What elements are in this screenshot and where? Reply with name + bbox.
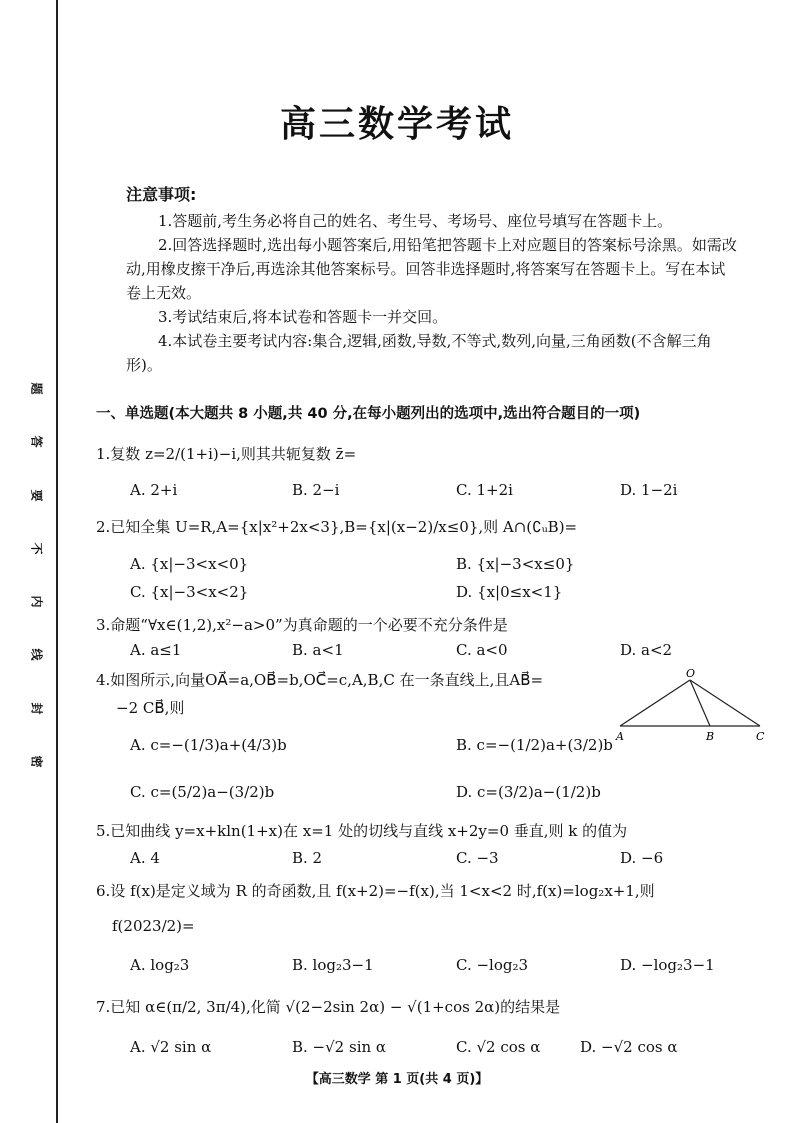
notice-block: [126, 183, 738, 377]
option-d: D. 1−2i: [620, 481, 678, 499]
option-c: C. a<0: [456, 641, 508, 659]
option-d: D. a<2: [620, 641, 673, 659]
option-b: B. −√2 sin α: [292, 1038, 387, 1056]
page-title: 高三数学考试: [279, 104, 514, 145]
vector-figure: [614, 668, 774, 744]
page-footer: 【高三数学 第 1 页(共 4 页)】: [305, 1072, 489, 1087]
option-c: C. √2 cos α: [456, 1038, 541, 1056]
option-a: A. {x|−3<x<0}: [130, 555, 249, 573]
notice-item: 4.本试卷主要考试内容:集合,逻辑,函数,导数,不等式,数列,向量,三角函数(不含解三角形)。: [126, 332, 712, 374]
option-b: B. a<1: [292, 641, 344, 659]
question-4-stem: 4.如图所示,向量OA⃗=a,OB⃗=b,OC⃗=c,A,B,C 在一条直线上,且AB⃗=: [96, 671, 544, 689]
notice-item: 3.考试结束后,将本试卷和答题卡一并交回。: [158, 308, 448, 326]
question-2-stem: 2.已知全集 U=R,A={x|x²+2x<3},B={x|(x−2)/x≤0},则 A∩(∁ᵤB)=: [96, 518, 578, 536]
label-a: A: [616, 730, 624, 743]
option-d: D. −log₂3−1: [620, 956, 715, 974]
question-5-stem: 5.已知曲线 y=x+kln(1+x)在 x=1 处的切线与直线 x+2y=0 垂直,则 k 的值为: [96, 822, 628, 840]
question-6-stem-cont: f(2023/2)=: [112, 917, 195, 935]
option-a: A. √2 sin α: [130, 1038, 212, 1056]
notice-heading: 注意事项:: [126, 185, 197, 204]
segment-oa: [620, 680, 690, 726]
label-o: O: [686, 668, 696, 680]
question-7-stem: 7.已知 α∈(π/2, 3π/4),化简 √(2−2sin 2α) − √(1+cos 2α)的结果是: [96, 998, 561, 1016]
option-d: D. {x|0≤x<1}: [456, 583, 563, 601]
option-c: C. 1+2i: [456, 481, 513, 499]
question-6-stem: 6.设 f(x)是定义域为 R 的奇函数,且 f(x+2)=−f(x),当 1<x<2 时,f(x)=log₂x+1,则: [96, 882, 655, 900]
seal-line-text: 题 答 要 不 内 线 封 密: [29, 382, 44, 768]
option-a: A. 4: [130, 849, 160, 867]
label-b: B: [706, 730, 715, 743]
option-c: C. {x|−3<x<2}: [130, 583, 249, 601]
notice-item: 1.答题前,考生务必将自己的姓名、考生号、考场号、座位号填写在答题卡上。: [158, 212, 673, 230]
option-b: B. 2: [292, 849, 323, 867]
notice-item: 2.回答选择题时,选出每小题答案后,用铅笔把答题卡上对应题目的答案标号涂黑。如需改动,用橡皮擦干净后,再选涂其他答案标号。回答非选择题时,将答案写在答题卡上。写在本试卷上无效。: [126, 236, 737, 302]
option-a: A. log₂3: [130, 956, 190, 974]
option-b: B. c=−(1/2)a+(3/2)b: [456, 736, 613, 754]
option-d: D. −√2 cos α: [580, 1038, 678, 1056]
option-d: D. c=(3/2)a−(1/2)b: [456, 783, 601, 801]
question-3-stem: 3.命题“∀x∈(1,2),x²−a>0”为真命题的一个必要不充分条件是: [96, 616, 508, 634]
option-a: A. c=−(1/3)a+(4/3)b: [130, 736, 287, 754]
option-b: B. {x|−3<x≤0}: [456, 555, 575, 573]
option-b: B. log₂3−1: [292, 956, 374, 974]
option-d: D. −6: [620, 849, 664, 867]
option-c: C. −3: [456, 849, 499, 867]
option-c: C. c=(5/2)a−(3/2)b: [130, 783, 275, 801]
option-b: B. 2−i: [292, 481, 340, 499]
question-1-stem: 1.复数 z=2/(1+i)−i,则其共轭复数 z̄=: [96, 445, 357, 463]
option-a: A. 2+i: [130, 481, 178, 499]
question-4-stem-cont: −2 CB⃗,则: [116, 699, 185, 717]
section-title: 一、单选题(本大题共 8 小题,共 40 分,在每小题列出的选项中,选出符合题目的一项): [96, 406, 641, 422]
option-c: C. −log₂3: [456, 956, 529, 974]
option-a: A. a≤1: [130, 641, 182, 659]
margin-line: [56, 0, 58, 1123]
label-c: C: [756, 730, 765, 743]
